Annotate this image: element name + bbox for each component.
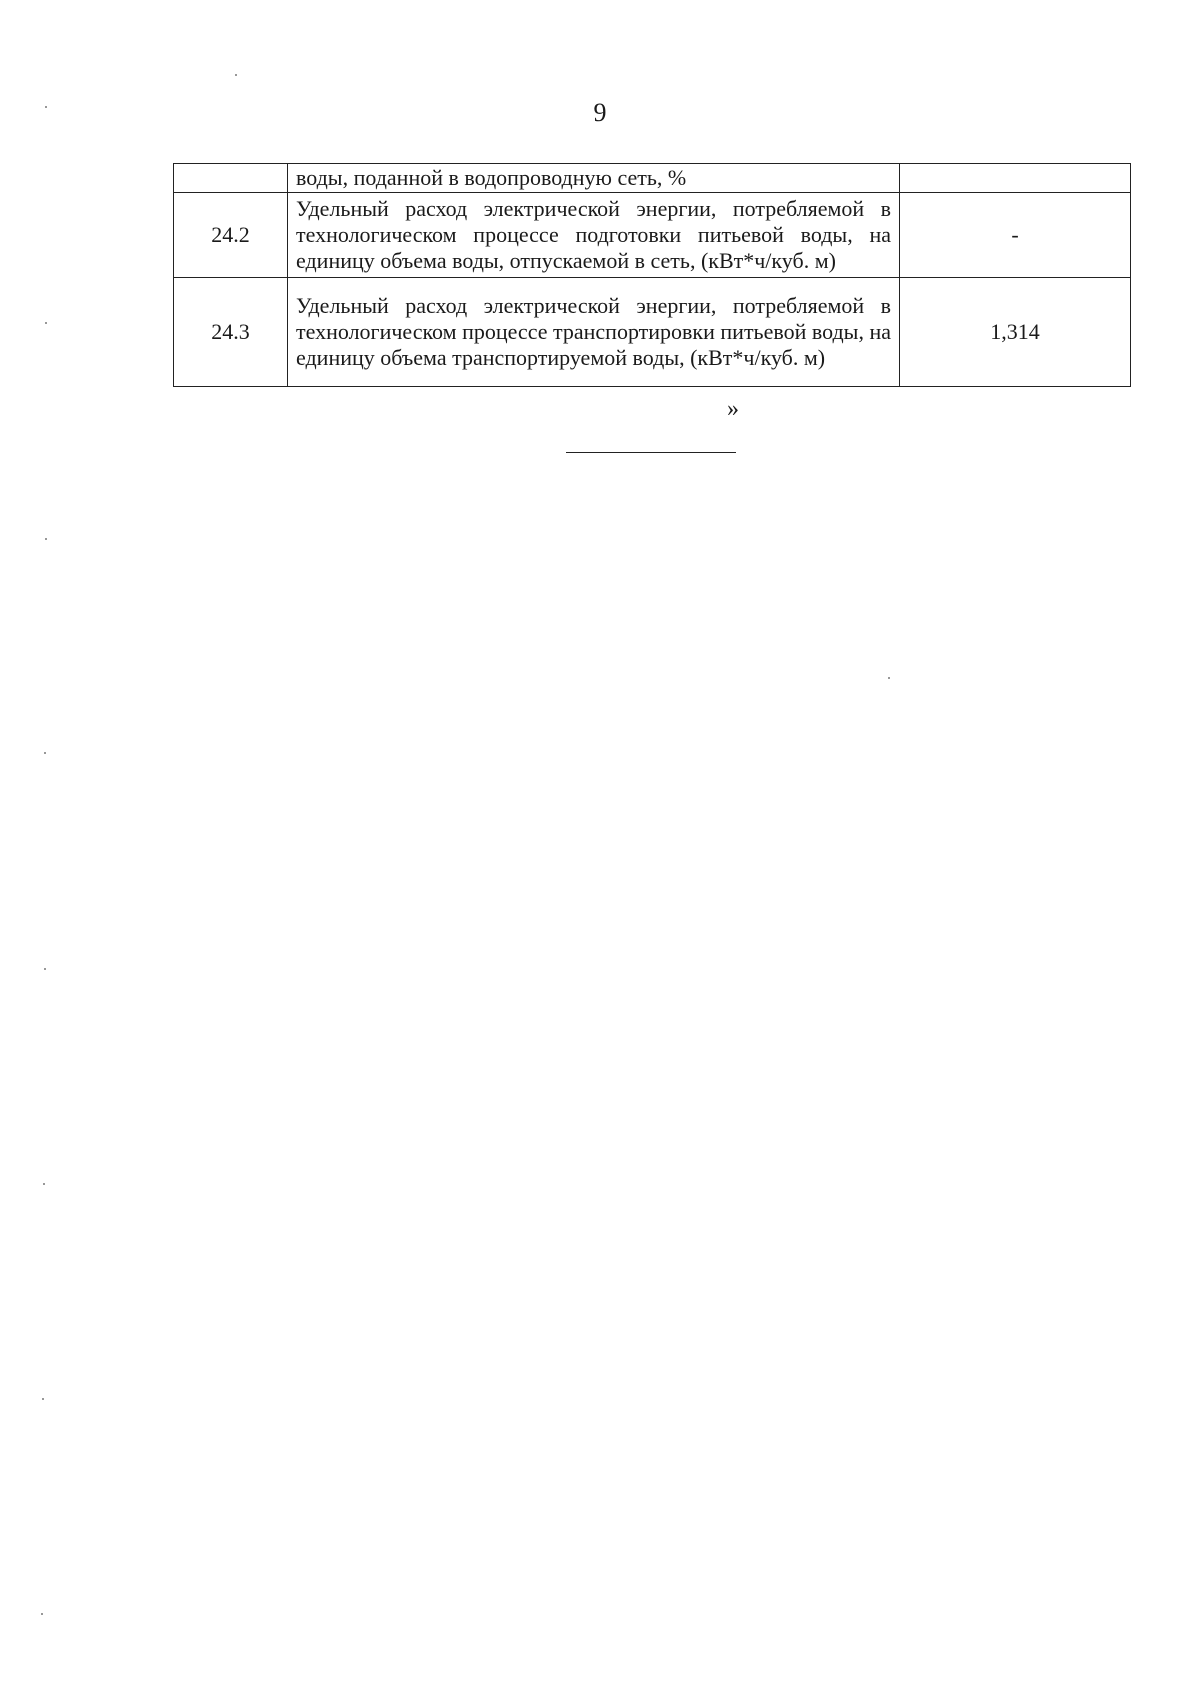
row-number: 24.3 xyxy=(174,278,288,387)
indicator-table xyxy=(173,163,1131,387)
table-row xyxy=(174,193,1131,278)
scan-speck xyxy=(45,322,47,324)
scan-speck xyxy=(888,677,890,679)
row-description: воды, поданной в водопроводную сеть, % xyxy=(288,164,900,193)
closing-quote: » xyxy=(727,396,739,422)
row-number xyxy=(174,164,288,193)
page-number: 9 xyxy=(593,98,607,127)
row-value: 1,314 xyxy=(900,278,1131,387)
row-value: - xyxy=(900,193,1131,278)
scan-speck xyxy=(43,1183,45,1185)
scan-speck xyxy=(45,538,47,540)
table-row xyxy=(174,278,1131,387)
scan-speck xyxy=(44,752,46,754)
row-value xyxy=(900,164,1131,193)
scan-speck xyxy=(44,968,46,970)
row-number: 24.2 xyxy=(174,193,288,278)
scan-speck xyxy=(235,74,237,76)
scan-speck xyxy=(41,1613,43,1615)
scan-speck xyxy=(42,1398,44,1400)
row-description: Удельный расход электрической энергии, потребляемой в технологическом процессе транспортировки питьевой воды, на единицу объема транспортируемой воды, (кВт*ч/куб. м) xyxy=(288,278,900,387)
row-description: Удельный расход электрической энергии, потребляемой в технологическом процессе подготовки питьевой воды, на единицу объема воды, отпускаемой в сеть, (кВт*ч/куб. м) xyxy=(288,193,900,278)
table-row xyxy=(174,164,1131,193)
end-rule xyxy=(566,452,736,453)
scan-speck xyxy=(45,106,47,108)
